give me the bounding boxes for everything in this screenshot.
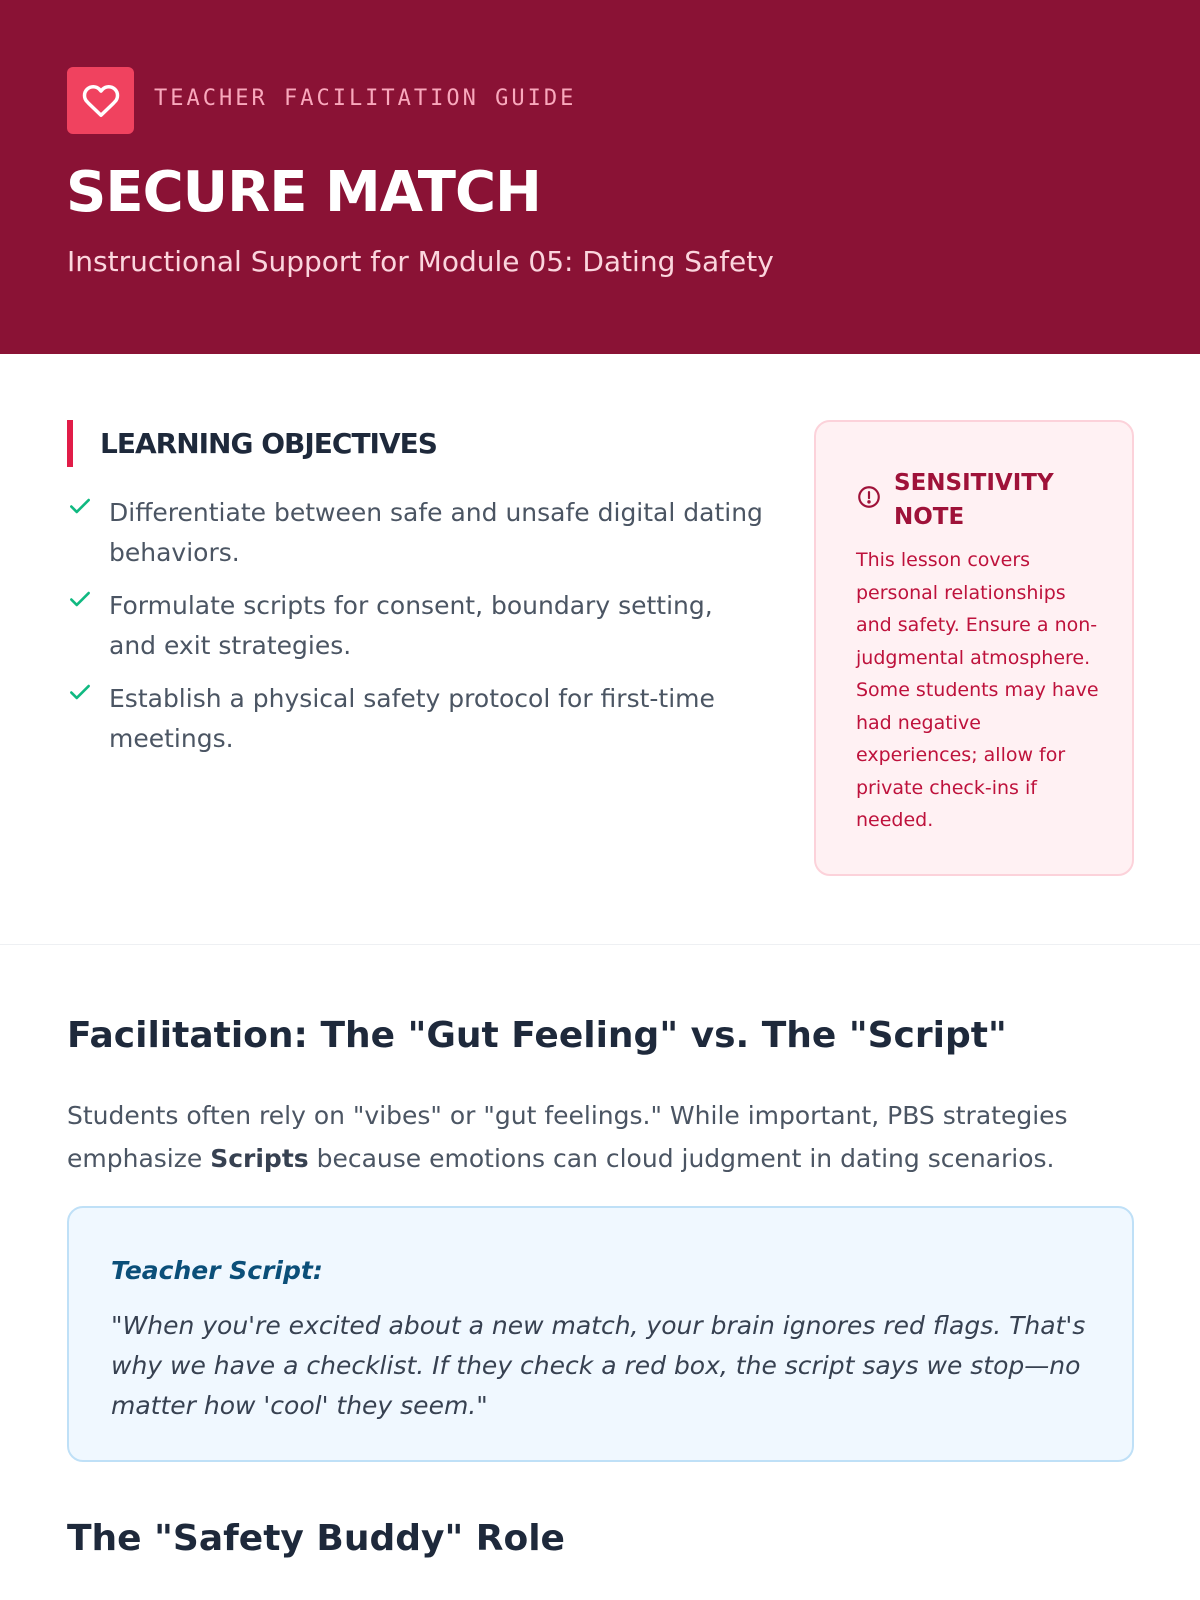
sensitivity-note-title: SENSITIVITY NOTE — [894, 470, 1054, 530]
teacher-script-box — [67, 1206, 1134, 1462]
page-header — [0, 0, 1200, 354]
page-subtitle: Instructional Support for Module 05: Dating Safety — [67, 245, 774, 278]
facilitation-text: Students often rely on "vibes" or "gut feelings." While important, PBS strategies emphasize — [67, 1101, 1068, 1173]
heart-icon — [82, 82, 120, 120]
alert-circle-icon — [856, 484, 882, 515]
facilitation-emphasis: Scripts — [210, 1144, 309, 1173]
objective-item — [67, 493, 767, 573]
page-title: SECURE MATCH — [66, 160, 541, 225]
facilitation-text: because emotions can cloud judgment in dating scenarios. — [308, 1144, 1055, 1173]
facilitation-heading: Facilitation: The "Gut Feeling" vs. The "Script" — [67, 1015, 1007, 1056]
guide-eyebrow: TEACHER FACILITATION GUIDE — [154, 86, 577, 111]
check-icon — [67, 679, 109, 759]
objective-text: Establish a physical safety protocol for first-time meetings. — [109, 684, 715, 753]
safety-buddy-heading: The "Safety Buddy" Role — [67, 1518, 565, 1559]
teacher-script-label: Teacher Script: — [111, 1256, 323, 1285]
teacher-script-quote: "When you're excited about a new match, your brain ignores red flags. That's why we have a checklist. If they check a red box, the script says we stop—no matter how 'cool' they seem." — [111, 1311, 1086, 1420]
objective-item — [67, 679, 767, 759]
check-icon — [67, 493, 109, 573]
section-divider — [0, 944, 1200, 945]
objectives-heading: LEARNING OBJECTIVES — [100, 427, 437, 460]
facilitation-paragraph — [67, 1094, 1157, 1180]
objective-item — [67, 586, 767, 666]
check-icon — [67, 586, 109, 666]
objectives-accent-bar — [67, 420, 73, 467]
sensitivity-note — [814, 420, 1134, 876]
sensitivity-note-body: This lesson covers personal relationships and safety. Ensure a non-judgmental atmosphere. Some students may have had negative experiences; allow for private check-ins if needed. — [856, 549, 1099, 831]
logo-badge — [67, 67, 134, 134]
objective-text: Formulate scripts for consent, boundary setting, and exit strategies. — [109, 591, 713, 660]
objective-text: Differentiate between safe and unsafe digital dating behaviors. — [109, 498, 763, 567]
